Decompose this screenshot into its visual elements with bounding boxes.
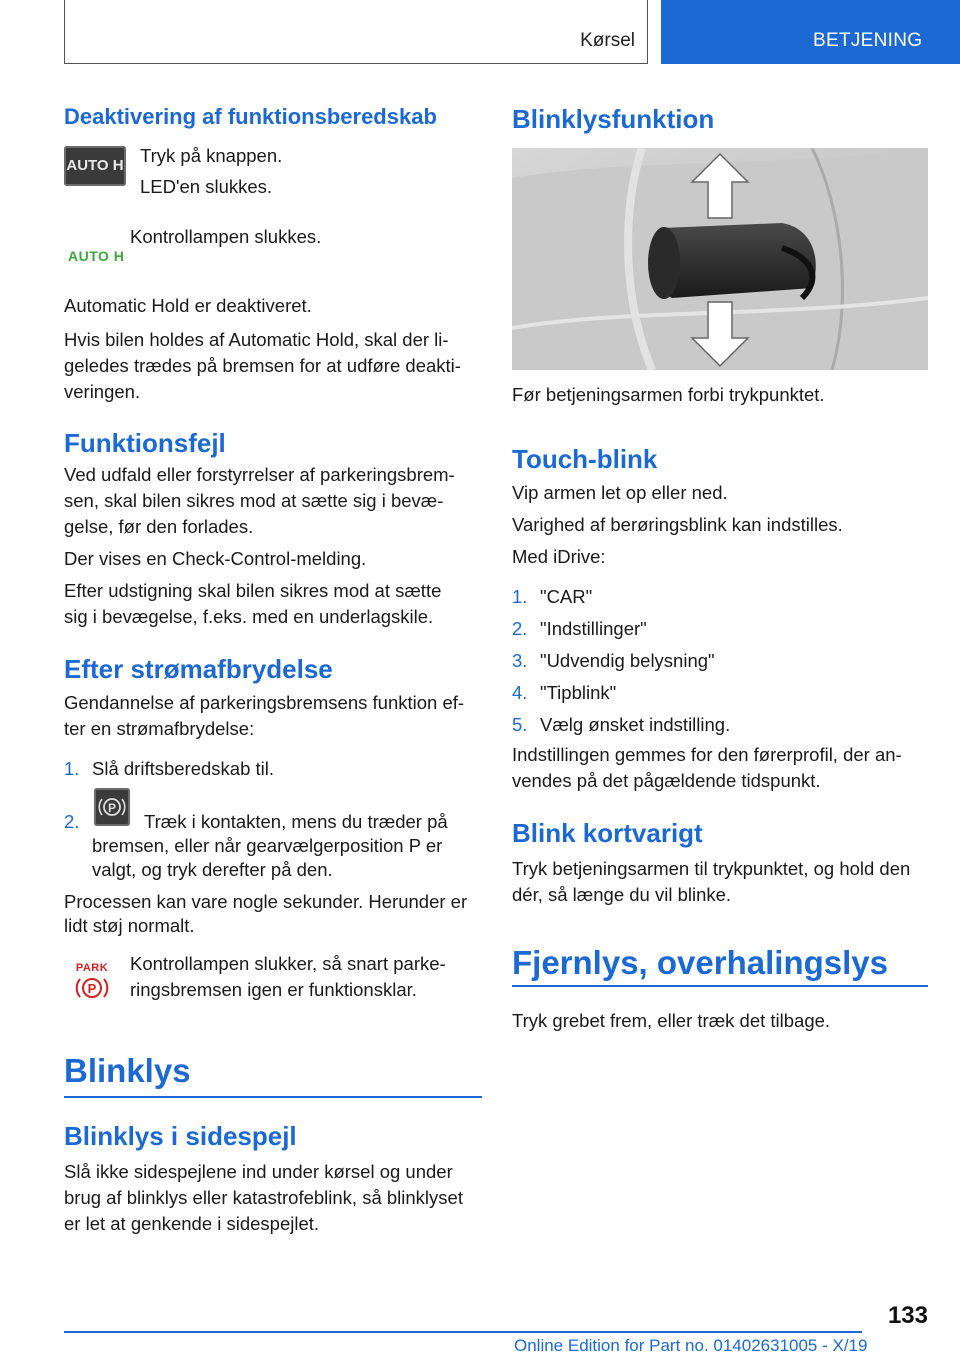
power-p1-line-2: ter en strømafbrydelse: (64, 718, 255, 739)
turn-signal-lever-illustration (512, 148, 928, 370)
high-beam-paragraph: Tryk grebet frem, eller træk det tilbage. (512, 1010, 831, 1031)
list-text: "Tipblink" (540, 682, 617, 703)
power-list-item (64, 809, 92, 835)
short-p-line-2: dér, så længe du vil blinke. (512, 884, 732, 905)
deact-paragraph-2-line-2: geledes trædes på bremsen for at udføre deakti- (64, 355, 461, 376)
touch-list-item (512, 680, 616, 706)
park-lamp-text-line-2: ringsbremsen igen er funktionsklar. (130, 979, 417, 1000)
short-blink-heading: Blink kortvarigt (512, 818, 703, 848)
touch-p4-line-1: Indstillingen gemmes for den førerprofil, der an- (512, 744, 902, 765)
svg-text:P: P (107, 801, 117, 815)
list-number: 2. (512, 618, 528, 639)
list-text: "Indstillinger" (540, 618, 647, 639)
deact-lamp-text: Kontrollampen slukkes. (130, 226, 322, 247)
blinker-function-caption: Før betjeningsarmen forbi trykpunktet. (512, 384, 825, 405)
power-list-item (64, 756, 274, 782)
power-step-2-line-3: valgt, og tryk derefter på den. (92, 859, 333, 880)
fault-p1-line-2: sen, skal bilen sikres mod at sætte sig i bevæ- (64, 490, 444, 511)
footer-rule (64, 1331, 862, 1333)
deact-step-2: LED'en slukkes. (140, 176, 273, 197)
parking-brake-switch-icon (94, 788, 130, 826)
deact-step-1: Tryk på knappen. (140, 145, 283, 166)
mirror-p-line-2: brug af blinklys eller katastrofeblink, så blinklyset (64, 1187, 463, 1208)
deact-paragraph-2-line-3: veringen. (64, 381, 141, 402)
list-text: Slå driftsberedskab til. (92, 758, 275, 779)
blinker-function-heading: Blinklysfunktion (512, 104, 715, 134)
touch-p3: Med iDrive: (512, 546, 606, 567)
svg-text:P: P (87, 981, 97, 996)
header-section-box (661, 0, 960, 64)
fault-p1-line-1: Ved udfald eller forstyrrelser af parkeringsbrem- (64, 464, 455, 485)
mirror-p-line-3: er let at genkende i sidespejlet. (64, 1213, 320, 1234)
fault-heading: Funktionsfejl (64, 428, 226, 458)
blinklys-rule (64, 1096, 482, 1098)
touch-p2: Varighed af berøringsblink kan indstilles. (512, 514, 843, 535)
header-section[interactable]: BETJENING (813, 30, 923, 51)
blinklys-heading: Blinklys (64, 1052, 191, 1089)
touch-blink-heading: Touch-blink (512, 444, 658, 474)
power-step-2-line-1: Træk i kontakten, mens du træder på (144, 811, 448, 832)
power-step-2-line-2: bremsen, eller når gearvælgerposition P er (92, 835, 443, 856)
touch-list-item (512, 712, 730, 738)
page-number: 133 (887, 1302, 928, 1329)
mirror-p-line-1: Slå ikke sidespejlene ind under kørsel og under (64, 1161, 453, 1182)
list-number: 3. (512, 650, 528, 671)
touch-list-item (512, 584, 592, 610)
deact-paragraph-1: Automatic Hold er deaktiveret. (64, 295, 312, 316)
touch-p4-line-2: vendes på det pågældende tidspunkt. (512, 770, 821, 791)
list-text: "CAR" (540, 586, 593, 607)
touch-list-item (512, 616, 647, 642)
park-lamp-icon (70, 962, 114, 1006)
power-p2-line-2: lidt støj normalt. (64, 915, 195, 936)
deactivation-heading: Deaktivering af funktionsberedskab (64, 104, 437, 129)
mirror-heading: Blinklys i sidespejl (64, 1121, 297, 1151)
high-beam-rule (512, 985, 928, 987)
list-number: 1. (64, 758, 80, 779)
power-p1-line-1: Gendannelse af parkeringsbremsens funktion ef- (64, 692, 465, 713)
short-p-line-1: Tryk betjeningsarmen til trykpunktet, og hold den (512, 858, 911, 879)
list-text: Vælg ønsket indstilling. (540, 714, 731, 735)
auto-hold-lamp-icon: AUTO H (68, 248, 125, 264)
power-heading: Efter strømafbrydelse (64, 654, 333, 684)
list-text: "Udvendig belysning" (540, 650, 715, 671)
fault-p1-line-3: gelse, før den forlades. (64, 516, 254, 537)
deact-paragraph-2-line-1: Hvis bilen holdes af Automatic Hold, skal der li- (64, 329, 449, 350)
park-lamp-symbol (70, 974, 114, 1002)
high-beam-heading: Fjernlys, overhalingslys (512, 944, 888, 981)
auto-hold-button-icon: AUTO H (64, 146, 126, 186)
fault-p2: Der vises en Check-Control-melding. (64, 548, 367, 569)
fault-p3-line-2: sig i bevægelse, f.eks. med en underlagskile. (64, 606, 434, 627)
header-chapter[interactable]: Kørsel (580, 30, 635, 51)
header-chapter-box (64, 0, 648, 64)
fault-p3-line-1: Efter udstigning skal bilen sikres mod at sætte (64, 580, 442, 601)
list-number: 4. (512, 682, 528, 703)
footer-edition: Online Edition for Part no. 01402631005 - X/19 (514, 1336, 868, 1355)
power-p2-line-1: Processen kan vare nogle sekunder. Herunder er (64, 891, 468, 912)
touch-list-item (512, 648, 715, 674)
list-number: 2. (64, 811, 80, 832)
list-number: 5. (512, 714, 528, 735)
touch-p1: Vip armen let op eller ned. (512, 482, 728, 503)
park-lamp-label: PARK (75, 962, 109, 974)
list-number: 1. (512, 586, 528, 607)
park-lamp-text-line-1: Kontrollampen slukker, så snart parke- (130, 953, 446, 974)
